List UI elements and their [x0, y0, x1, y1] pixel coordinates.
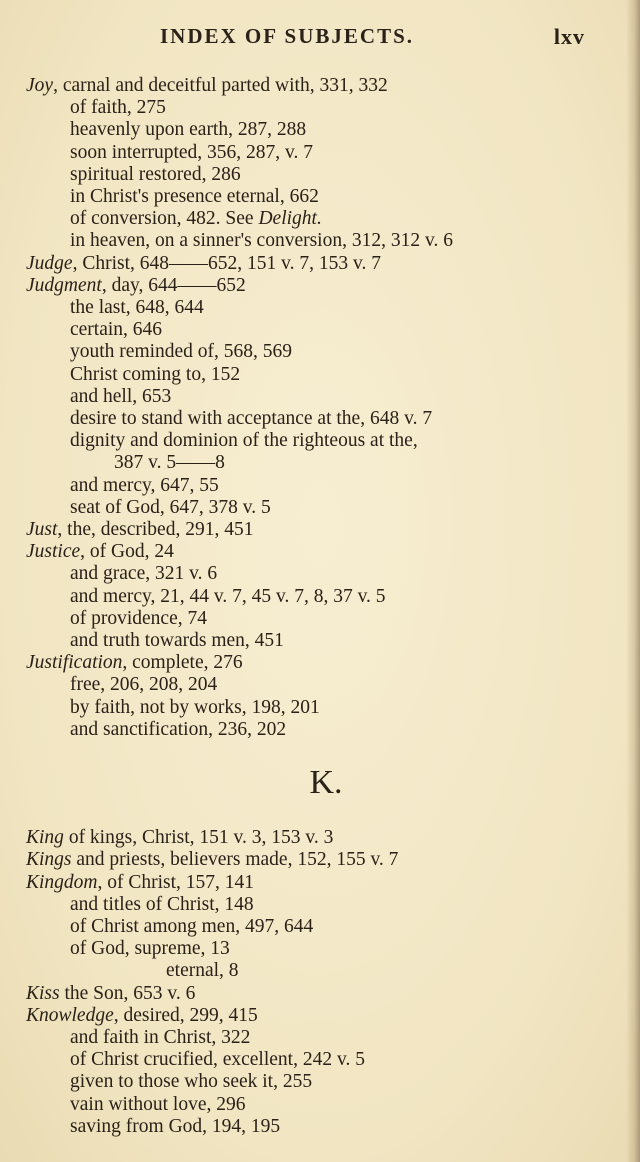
index-entry	[26, 275, 596, 297]
entry-text: and grace, 321 v. 6	[70, 563, 218, 585]
entry-text: of kings, Christ, 151 v. 3, 153 v. 3	[63, 827, 334, 849]
index-subentry	[26, 119, 596, 141]
entry-text: of God, supreme, 13	[70, 938, 230, 960]
entry-text: soon interrupted, 356, 287, v. 7	[70, 141, 313, 163]
entry-text: and sanctification, 236, 202	[70, 718, 287, 740]
entry-text: dignity and dominion of the righteous at the,	[70, 430, 418, 452]
index-subentry	[26, 1116, 596, 1138]
entry-text: of Christ among men, 497, 644	[70, 915, 314, 937]
index-subentry	[26, 341, 596, 363]
index-subentry	[26, 497, 596, 519]
entry-heading: Knowledge	[26, 1004, 114, 1026]
subject-index	[26, 75, 596, 1138]
index-subentry	[26, 630, 596, 652]
index-subentry	[26, 386, 596, 408]
index-subentry	[26, 608, 596, 630]
entry-text: , Christ, 648——652, 151 v. 7, 153 v. 7	[72, 252, 381, 274]
index-entry	[26, 652, 596, 674]
index-entry	[26, 872, 596, 894]
index-section-j	[26, 75, 596, 741]
entry-text: and priests, believers made, 152, 155 v. 7	[71, 849, 399, 871]
entry-text: youth reminded of, 568, 569	[70, 341, 293, 363]
index-subentry	[26, 230, 596, 252]
entry-heading: Kiss	[26, 982, 60, 1004]
index-subentry	[26, 186, 596, 208]
entry-text: and mercy, 647, 55	[70, 474, 219, 496]
entry-text: and titles of Christ, 148	[70, 893, 254, 915]
entry-text: , complete, 276	[122, 652, 243, 674]
index-subentry	[26, 894, 596, 916]
index-subentry	[26, 1027, 596, 1049]
entry-text: Christ coming to, 152	[70, 363, 241, 385]
entry-text: free, 206, 208, 204	[70, 674, 218, 696]
entry-text: in heaven, on a sinner's conversion, 312, 312 v. 6	[70, 230, 453, 252]
entry-heading: Justification	[26, 652, 123, 674]
entry-heading: Kingdom	[26, 871, 98, 893]
entry-text: and mercy, 21, 44 v. 7, 45 v. 7, 8, 37 v. 5	[70, 585, 386, 607]
entry-text: eternal, 8	[166, 960, 239, 982]
index-subentry	[26, 97, 596, 119]
index-entry	[26, 827, 596, 849]
entry-text: 387 v. 5——8	[114, 452, 225, 474]
entry-text: of conversion, 482. See	[70, 208, 259, 230]
index-subentry	[26, 164, 596, 186]
index-subentry	[26, 1071, 596, 1093]
index-entry	[26, 541, 596, 563]
index-subentry	[26, 430, 596, 452]
entry-text: the last, 648, 644	[70, 297, 204, 319]
entry-heading: Judge	[26, 252, 73, 274]
index-entry	[26, 1005, 596, 1027]
index-subentry	[26, 916, 596, 938]
entry-text: , carnal and deceitful parted with, 331, 332	[53, 75, 388, 96]
index-subentry	[26, 1094, 596, 1116]
entry-text: and truth towards men, 451	[70, 630, 284, 652]
index-subentry	[26, 319, 596, 341]
index-subentry	[26, 563, 596, 585]
index-entry	[26, 253, 596, 275]
entry-heading: King	[26, 827, 64, 849]
page-number: lxv	[553, 24, 585, 49]
entry-text: of providence, 74	[70, 607, 207, 629]
entry-text: by faith, not by works, 198, 201	[70, 696, 320, 718]
entry-text: saving from God, 194, 195	[70, 1115, 281, 1137]
entry-text: , of God, 24	[80, 541, 174, 563]
index-subentry	[26, 297, 596, 319]
entry-text: in Christ's presence eternal, 662	[70, 186, 319, 208]
index-section-k	[26, 827, 596, 1138]
index-subentry	[26, 142, 596, 164]
index-subentry	[26, 452, 596, 474]
index-subentry	[26, 1049, 596, 1071]
index-subentry	[26, 364, 596, 386]
entry-text: certain, 646	[70, 319, 163, 341]
entry-text: given to those who seek it, 255	[70, 1071, 313, 1093]
entry-text: , desired, 299, 415	[113, 1004, 258, 1026]
entry-text: spiritual restored, 286	[70, 163, 241, 185]
index-subentry	[26, 697, 596, 719]
entry-heading: Just	[26, 519, 58, 541]
entry-heading: Judgment	[26, 274, 102, 296]
index-entry	[26, 519, 596, 541]
index-subentry	[26, 719, 596, 741]
entry-heading: Kings	[26, 849, 72, 871]
entry-text: and faith in Christ, 322	[70, 1026, 251, 1048]
running-head: INDEX OF SUBJECTS.	[160, 24, 415, 48]
index-subentry	[26, 586, 596, 608]
section-letter-k: K.	[309, 764, 343, 802]
entry-text: vain without love, 296	[70, 1093, 246, 1115]
entry-text: of faith, 275	[70, 97, 166, 119]
index-entry	[26, 983, 596, 1005]
entry-text: seat of God, 647, 378 v. 5	[70, 496, 271, 518]
cross-reference: Delight.	[258, 208, 322, 230]
index-subentry	[26, 938, 596, 960]
entry-text: and hell, 653	[70, 385, 172, 407]
entry-text: desire to stand with acceptance at the, 648 v. 7	[70, 408, 433, 430]
index-subentry	[26, 475, 596, 497]
index-subentry	[26, 408, 596, 430]
index-subentry	[26, 674, 596, 696]
index-subentry	[26, 208, 596, 230]
entry-heading: Justice	[26, 541, 81, 563]
entry-text: , day, 644——652	[101, 274, 246, 296]
index-entry	[26, 849, 596, 871]
entry-text: heavenly upon earth, 287, 288	[70, 119, 307, 141]
page-gutter-shadow	[626, 0, 640, 1162]
index-subentry	[26, 960, 596, 982]
entry-text: , the, described, 291, 451	[57, 519, 254, 541]
entry-text: the Son, 653 v. 6	[59, 982, 196, 1004]
entry-text: , of Christ, 157, 141	[97, 871, 255, 893]
index-entry	[26, 75, 596, 97]
entry-text: of Christ crucified, excellent, 242 v. 5	[70, 1049, 365, 1071]
entry-heading: Joy	[26, 75, 54, 96]
